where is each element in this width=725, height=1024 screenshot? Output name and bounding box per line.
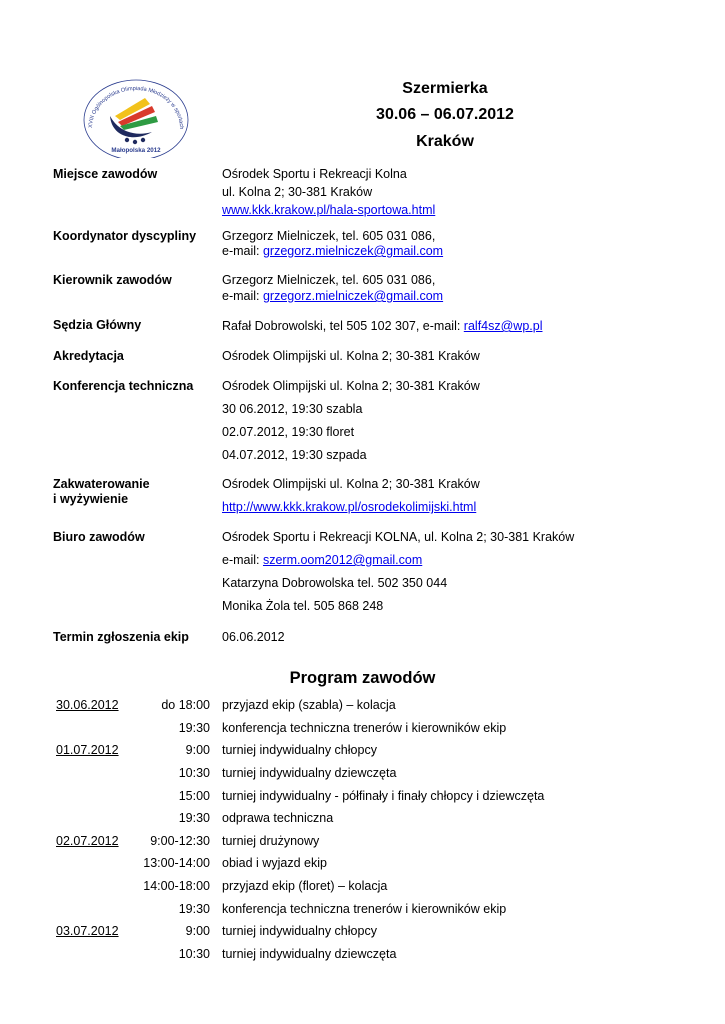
accommodation-link[interactable]: http://www.kkk.krakow.pl/osrodekolimijski.html (222, 500, 477, 514)
program-date: 30.06.2012 (56, 698, 119, 712)
office-line3: Katarzyna Dobrowolska tel. 502 350 044 (222, 576, 448, 590)
venue-label: Miejsce zawodów (53, 167, 158, 181)
program-time: 14:00-18:00 (143, 879, 210, 893)
program-time: 19:30 (178, 721, 210, 735)
program-event: turniej indywidualny chłopcy (222, 743, 377, 757)
program-title: Program zawodów (289, 669, 436, 687)
tech-conference-line4: 04.07.2012, 19:30 szpada (222, 448, 367, 462)
coordinator-label: Koordynator dyscypliny (53, 229, 197, 243)
program-event: turniej indywidualny chłopcy (222, 924, 377, 938)
manager-email-prefix: e-mail: (222, 289, 263, 303)
coordinator-email-prefix: e-mail: (222, 244, 263, 258)
logo-arc-text: XVIII Ogólnopolska Olimpiada Młodzieży w sportach (87, 85, 185, 130)
office-email-row (222, 553, 422, 567)
program-time: do 18:00 (161, 698, 210, 712)
referee-text: Rafał Dobrowolski, tel 505 102 307, e-mail: (222, 319, 464, 333)
discipline-title: Szermierka (402, 80, 488, 97)
program-event: konferencja techniczna trenerów i kierowników ekip (222, 902, 507, 916)
office-line4: Monika Żola tel. 505 868 248 (222, 599, 384, 613)
program-time: 15:00 (178, 789, 210, 803)
office-email-link[interactable]: szerm.oom2012@gmail.com (262, 553, 423, 567)
coordinator-email-link[interactable]: grzegorz.mielniczek@gmail.com (262, 244, 444, 258)
event-dates: 30.06 – 06.07.2012 (376, 106, 514, 123)
program-event: turniej drużynowy (222, 834, 320, 848)
manager-line1: Grzegorz Mielniczek, tel. 605 031 086, (222, 273, 436, 287)
coordinator-email-row (222, 244, 443, 258)
logo-bottom-text: Małopolska 2012 (111, 147, 161, 154)
tech-conference-line2: 30 06.2012, 19:30 szabla (222, 402, 363, 416)
referee-row (222, 319, 542, 333)
venue-line1: Ośrodek Sportu i Rekreacji Kolna (222, 167, 407, 181)
program-time: 9:00 (185, 743, 210, 757)
coordinator-line1: Grzegorz Mielniczek, tel. 605 031 086, (222, 229, 436, 243)
referee-email-link[interactable]: ralf4sz@wp.pl (463, 319, 543, 333)
manager-label: Kierownik zawodów (53, 273, 172, 287)
program-time: 19:30 (178, 811, 210, 825)
accreditation-text: Ośrodek Olimpijski ul. Kolna 2; 30-381 Kraków (222, 349, 480, 363)
referee-label: Sędzia Główny (53, 318, 142, 332)
accommodation-label-line1: Zakwaterowanie (53, 477, 150, 491)
program-time: 13:00-14:00 (143, 856, 210, 870)
office-line1: Ośrodek Sportu i Rekreacji KOLNA, ul. Kolna 2; 30-381 Kraków (222, 530, 575, 544)
program-time: 9:00 (185, 924, 210, 938)
deadline-text: 06.06.2012 (222, 630, 285, 644)
accreditation-label: Akredytacja (53, 349, 124, 363)
manager-email-row (222, 289, 443, 303)
program-time: 9:00-12:30 (150, 834, 210, 848)
program-time: 10:30 (178, 766, 210, 780)
olympiad-logo (80, 68, 192, 158)
program-event: turniej indywidualny - półfinały i finały chłopcy i dziewczęta (222, 789, 545, 803)
program-event: turniej indywidualny dziewczęta (222, 947, 397, 961)
tech-conference-line1: Ośrodek Olimpijski ul. Kolna 2; 30-381 Kraków (222, 379, 480, 393)
event-city: Kraków (416, 133, 474, 150)
program-event: obiad i wyjazd ekip (222, 856, 327, 870)
program-event: konferencja techniczna trenerów i kierowników ekip (222, 721, 507, 735)
tech-conference-label: Konferencja techniczna (53, 379, 194, 393)
program-event: odprawa techniczna (222, 811, 334, 825)
accommodation-line1: Ośrodek Olimpijski ul. Kolna 2; 30-381 Kraków (222, 477, 480, 491)
manager-email-link[interactable]: grzegorz.mielniczek@gmail.com (262, 289, 444, 303)
office-label: Biuro zawodów (53, 530, 145, 544)
venue-line2: ul. Kolna 2; 30-381 Kraków (222, 185, 373, 199)
program-date: 02.07.2012 (56, 834, 119, 848)
program-event: przyjazd ekip (floret) – kolacja (222, 879, 388, 893)
venue-link[interactable]: www.kkk.krakow.pl/hala-sportowa.html (222, 203, 436, 217)
office-email-prefix: e-mail: (222, 553, 263, 567)
program-time: 19:30 (178, 902, 210, 916)
tech-conference-line3: 02.07.2012, 19:30 floret (222, 425, 355, 439)
program-event: przyjazd ekip (szabla) – kolacja (222, 698, 396, 712)
program-time: 10:30 (178, 947, 210, 961)
program-event: turniej indywidualny dziewczęta (222, 766, 397, 780)
program-date: 01.07.2012 (56, 743, 119, 757)
program-date: 03.07.2012 (56, 924, 119, 938)
deadline-label: Termin zgłoszenia ekip (53, 630, 189, 644)
accommodation-label-line2: i wyżywienie (53, 492, 129, 506)
